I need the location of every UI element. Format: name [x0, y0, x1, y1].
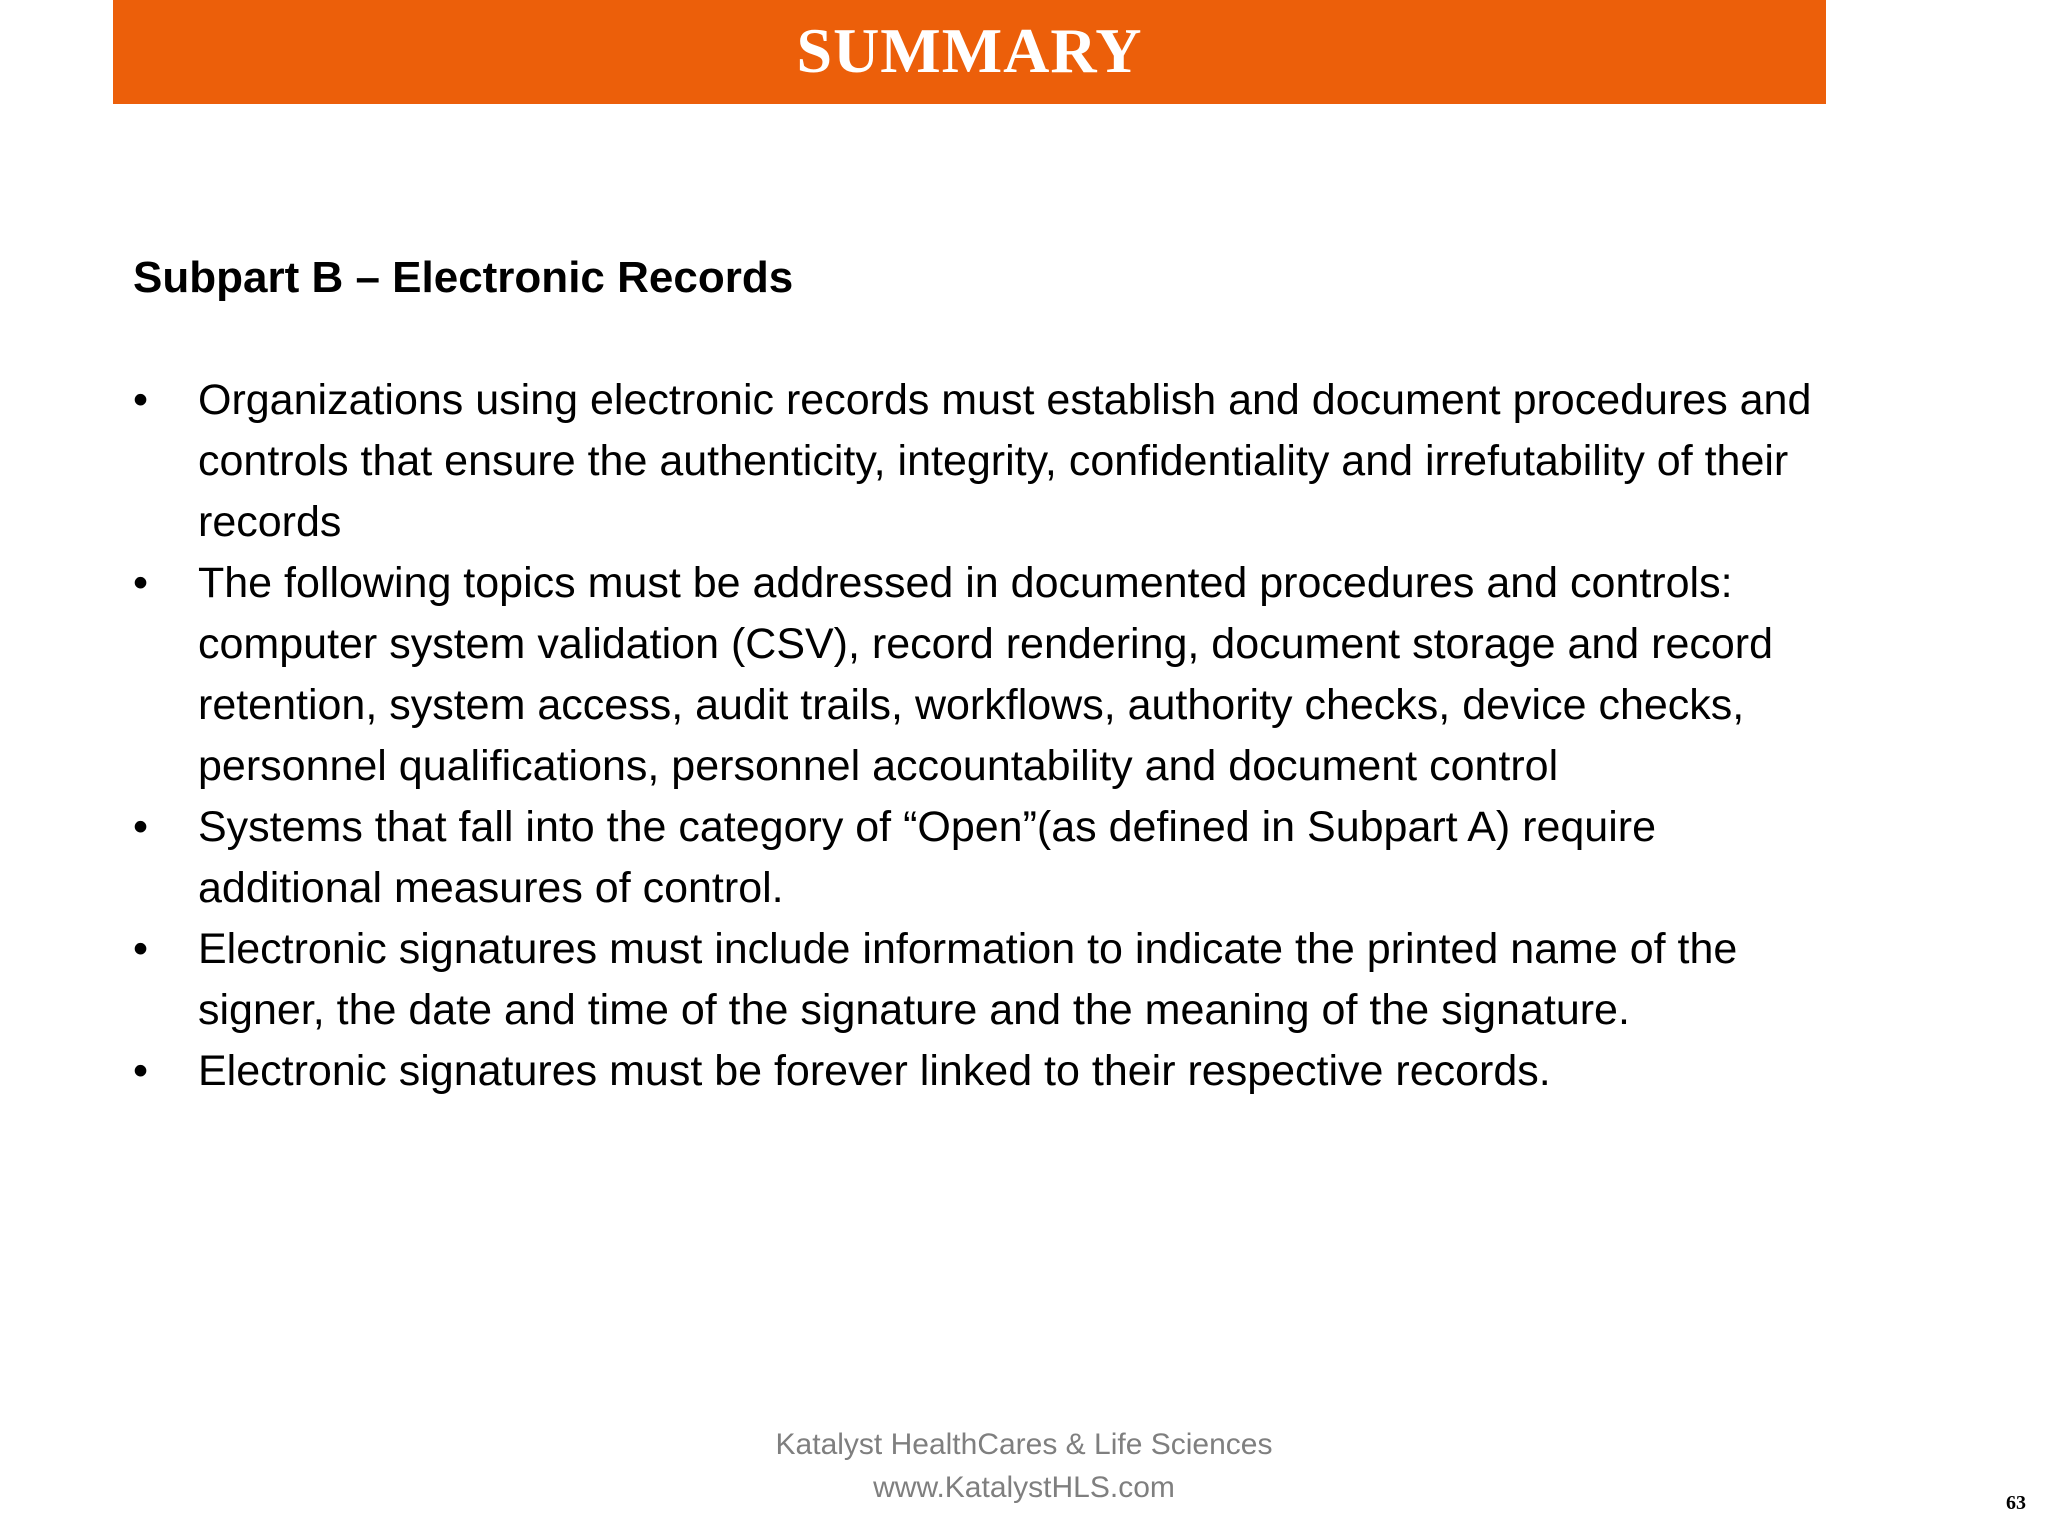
- title-bar: [113, 0, 1826, 104]
- bullet-dot-icon: •: [133, 559, 149, 607]
- footer-organization: Katalyst HealthCares & Life Sciences: [775, 1428, 1273, 1461]
- bullet-text: Electronic signatures must include information to indicate the printed name of the signer, the date and time of the signature and the meaning of the signature.: [198, 925, 1738, 1034]
- bullet-list: [133, 370, 1833, 1102]
- bullet-dot-icon: •: [133, 376, 149, 424]
- bullet-item: [133, 1041, 1833, 1102]
- bullet-text: The following topics must be addressed in documented procedures and controls: computer system validation (CSV), record rendering, document storage and record retention, system access, audit trails, workflows, authority checks, device checks, personnel qualifications, personnel accountability and document control: [198, 559, 1774, 790]
- bullet-item: [133, 553, 1833, 797]
- slide-title: SUMMARY: [796, 15, 1143, 86]
- bullet-text: Systems that fall into the category of “Open”(as defined in Subpart A) require additional measures of control.: [198, 803, 1656, 912]
- section-subheading: Subpart B – Electronic Records: [133, 253, 794, 302]
- bullet-item: [133, 370, 1833, 553]
- bullet-item: [133, 919, 1833, 1041]
- footer-website: www.KatalystHLS.com: [873, 1471, 1175, 1504]
- page-number: 63: [2006, 1492, 2026, 1514]
- bullet-text: Organizations using electronic records must establish and document procedures and controls that ensure the authenticity, integrity, confidentiality and irrefutability of their records: [198, 376, 1812, 546]
- bullet-dot-icon: •: [133, 803, 149, 851]
- bullet-dot-icon: •: [133, 925, 149, 973]
- bullet-item: [133, 797, 1833, 919]
- bullet-text: Electronic signatures must be forever linked to their respective records.: [198, 1047, 1551, 1095]
- bullet-dot-icon: •: [133, 1047, 149, 1095]
